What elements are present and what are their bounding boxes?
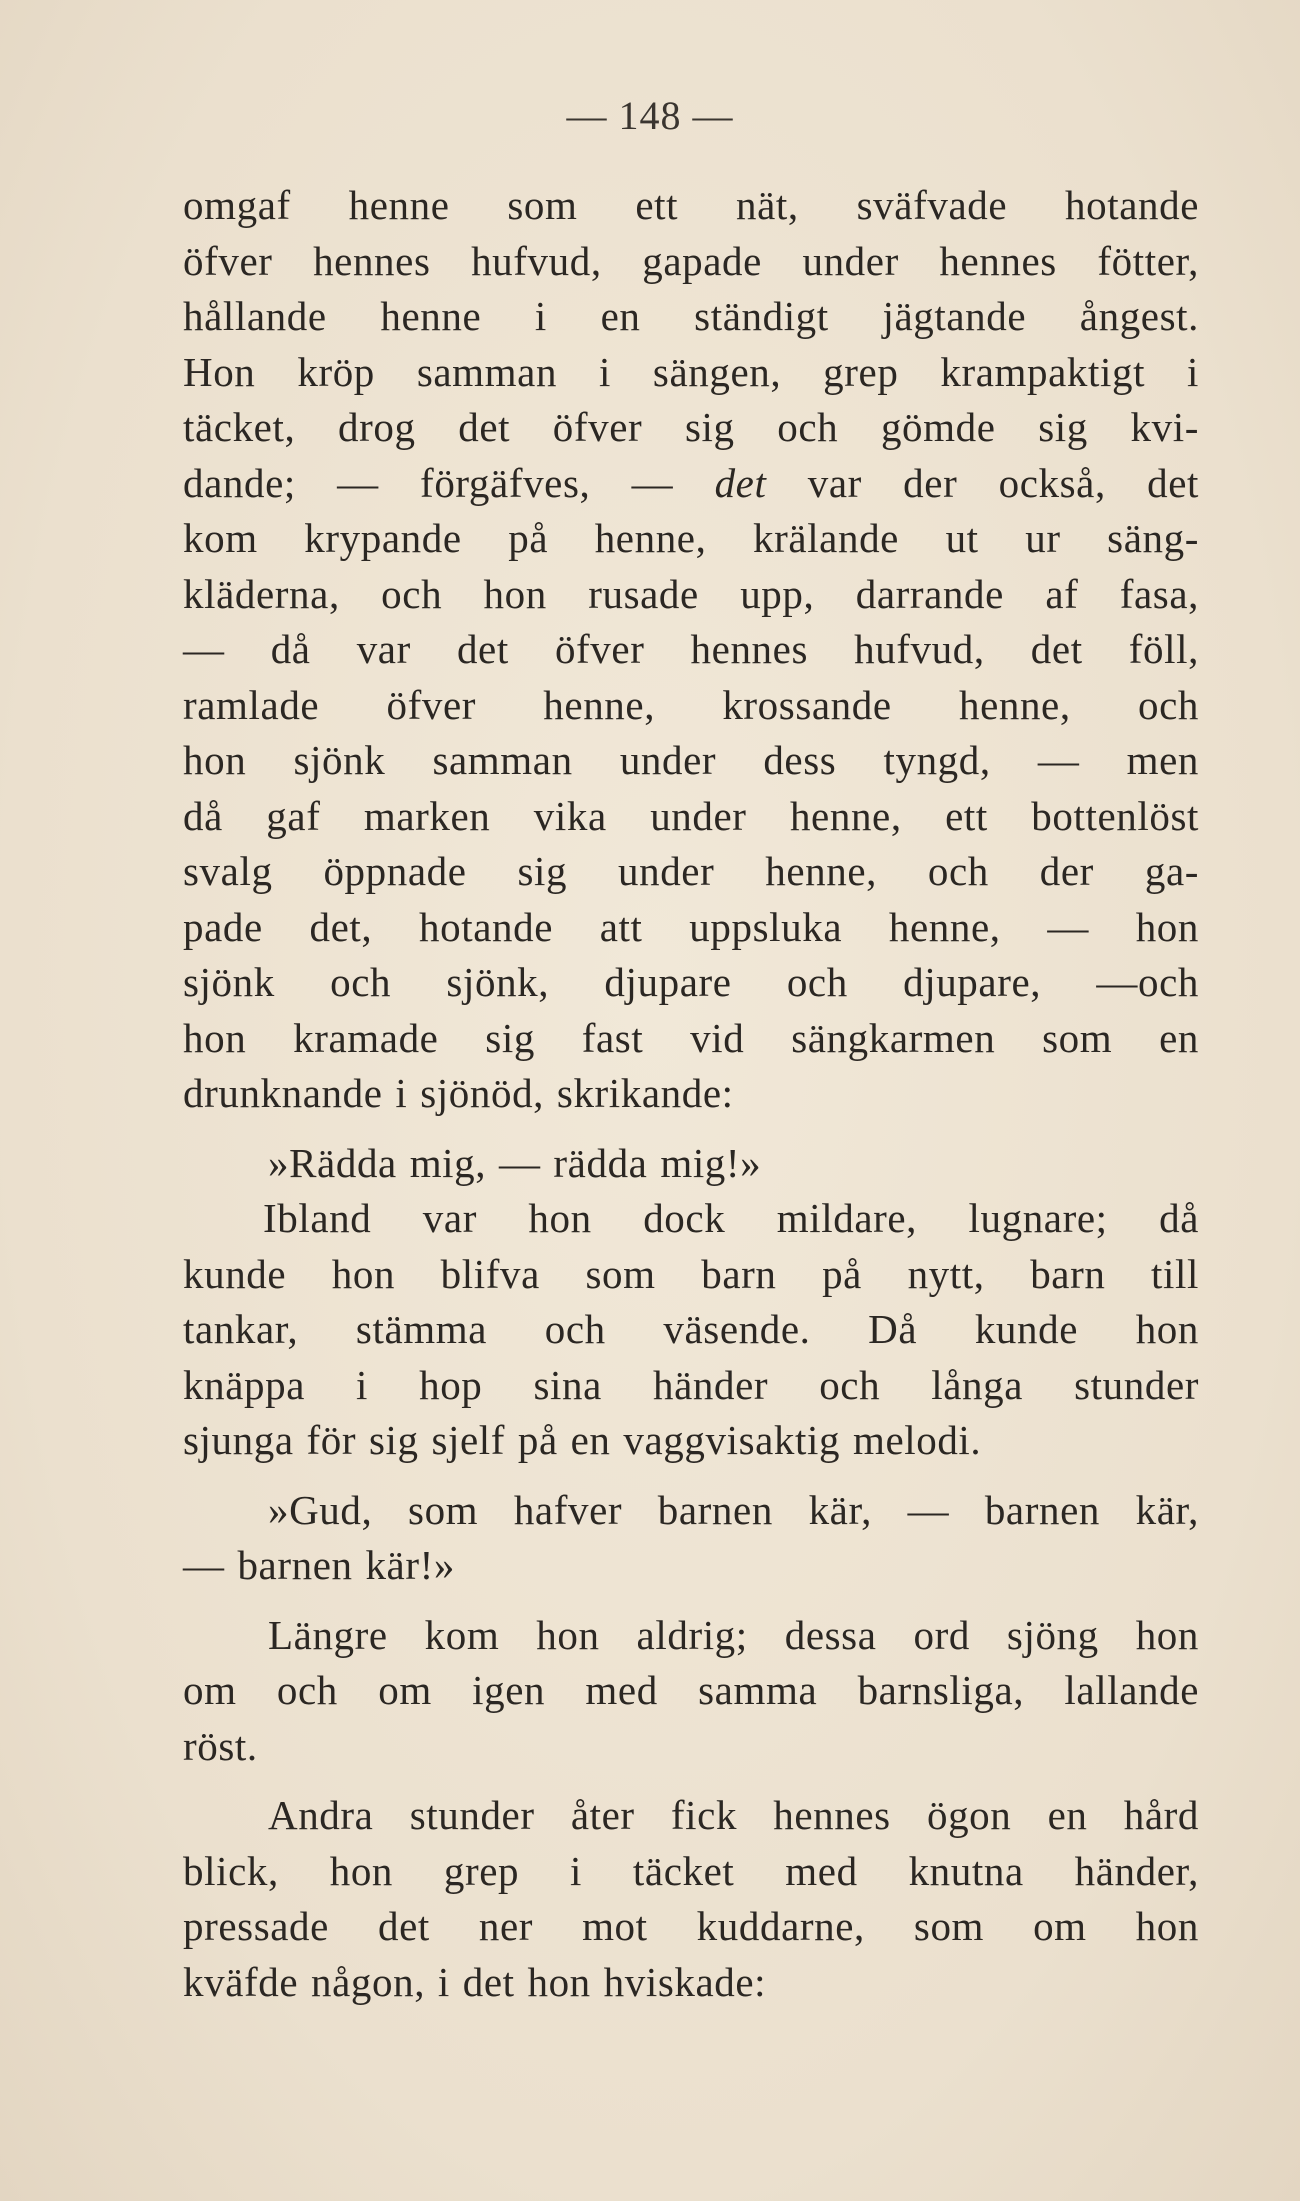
page-number: — 148 — <box>566 93 734 138</box>
text-line: — barnen kär!» <box>183 1542 455 1588</box>
text-line: svalg öppnade sig under henne, och der ga- <box>183 848 1199 894</box>
text-line: sjunga för sig sjelf på en vaggvisaktig melodi. <box>183 1417 982 1463</box>
text-line: knäppa i hop sina händer och långa stunder <box>183 1361 1199 1408</box>
body-text <box>183 178 1199 2010</box>
text-line <box>183 456 1199 512</box>
text-line: pade det, hotande att uppsluka henne, — hon <box>183 903 1199 950</box>
text-line: röst. <box>183 1722 258 1769</box>
text-line: då gaf marken vika under henne, ett bottenlöst <box>183 792 1199 839</box>
text-line: blick, hon grep i täcket med knutna händer, <box>183 1847 1199 1894</box>
text-line: tankar, stämma och väsende. Då kunde hon <box>183 1306 1199 1352</box>
text-line: omgaf henne som ett nät, sväfvade hotande <box>183 182 1199 228</box>
text-line: öfver hennes hufvud, gapade under hennes fötter, <box>183 237 1199 284</box>
text-line: ramlade öfver henne, krossande henne, och <box>183 681 1199 728</box>
text-line: sjönk och sjönk, djupare och djupare, —och <box>183 959 1199 1005</box>
text-segment: var der också, det <box>766 459 1199 506</box>
text-line: hon kramade sig fast vid sängkarmen som en <box>183 1014 1199 1061</box>
text-line: Andra stunder åter fick hennes ögon en hård <box>268 1792 1199 1838</box>
text-line: »Rädda mig, — rädda mig!» <box>268 1139 762 1186</box>
text-line: Hon kröp samman i sängen, grep krampaktigt i <box>183 348 1199 395</box>
text-line: Längre kom hon aldrig; dessa ord sjöng hon <box>268 1611 1199 1658</box>
text-line: kunde hon blifva som barn på nytt, barn till <box>183 1250 1199 1297</box>
text-line: hållande henne i en ständigt jägtande ångest. <box>183 293 1199 339</box>
text-line: kom krypande på henne, krälande ut ur säng- <box>183 515 1199 561</box>
text-line: kläderna, och hon rusade upp, darrande af fasa, <box>183 570 1199 617</box>
text-line: — då var det öfver hennes hufvud, det föll, <box>183 626 1199 672</box>
text-line: Ibland var hon dock mildare, lugnare; då <box>263 1195 1199 1241</box>
text-line: pressade det ner mot kuddarne, som om hon <box>183 1903 1199 1949</box>
text-line: drunknande i sjönöd, skrikande: <box>183 1070 734 1116</box>
text-line: täcket, drog det öfver sig och gömde sig kvi- <box>183 404 1199 450</box>
text-line: om och om igen med samma barnsliga, lallande <box>183 1667 1199 1713</box>
text-line: kväfde någon, i det hon hviskade: <box>183 1958 767 2005</box>
text-segment: dande; — förgäfves, — <box>183 459 715 506</box>
text-line: »Gud, som hafver barnen kär, — barnen kär, <box>268 1486 1199 1533</box>
emphasized-word: det <box>714 459 767 506</box>
text-line: hon sjönk samman under dess tyngd, — men <box>183 737 1199 783</box>
